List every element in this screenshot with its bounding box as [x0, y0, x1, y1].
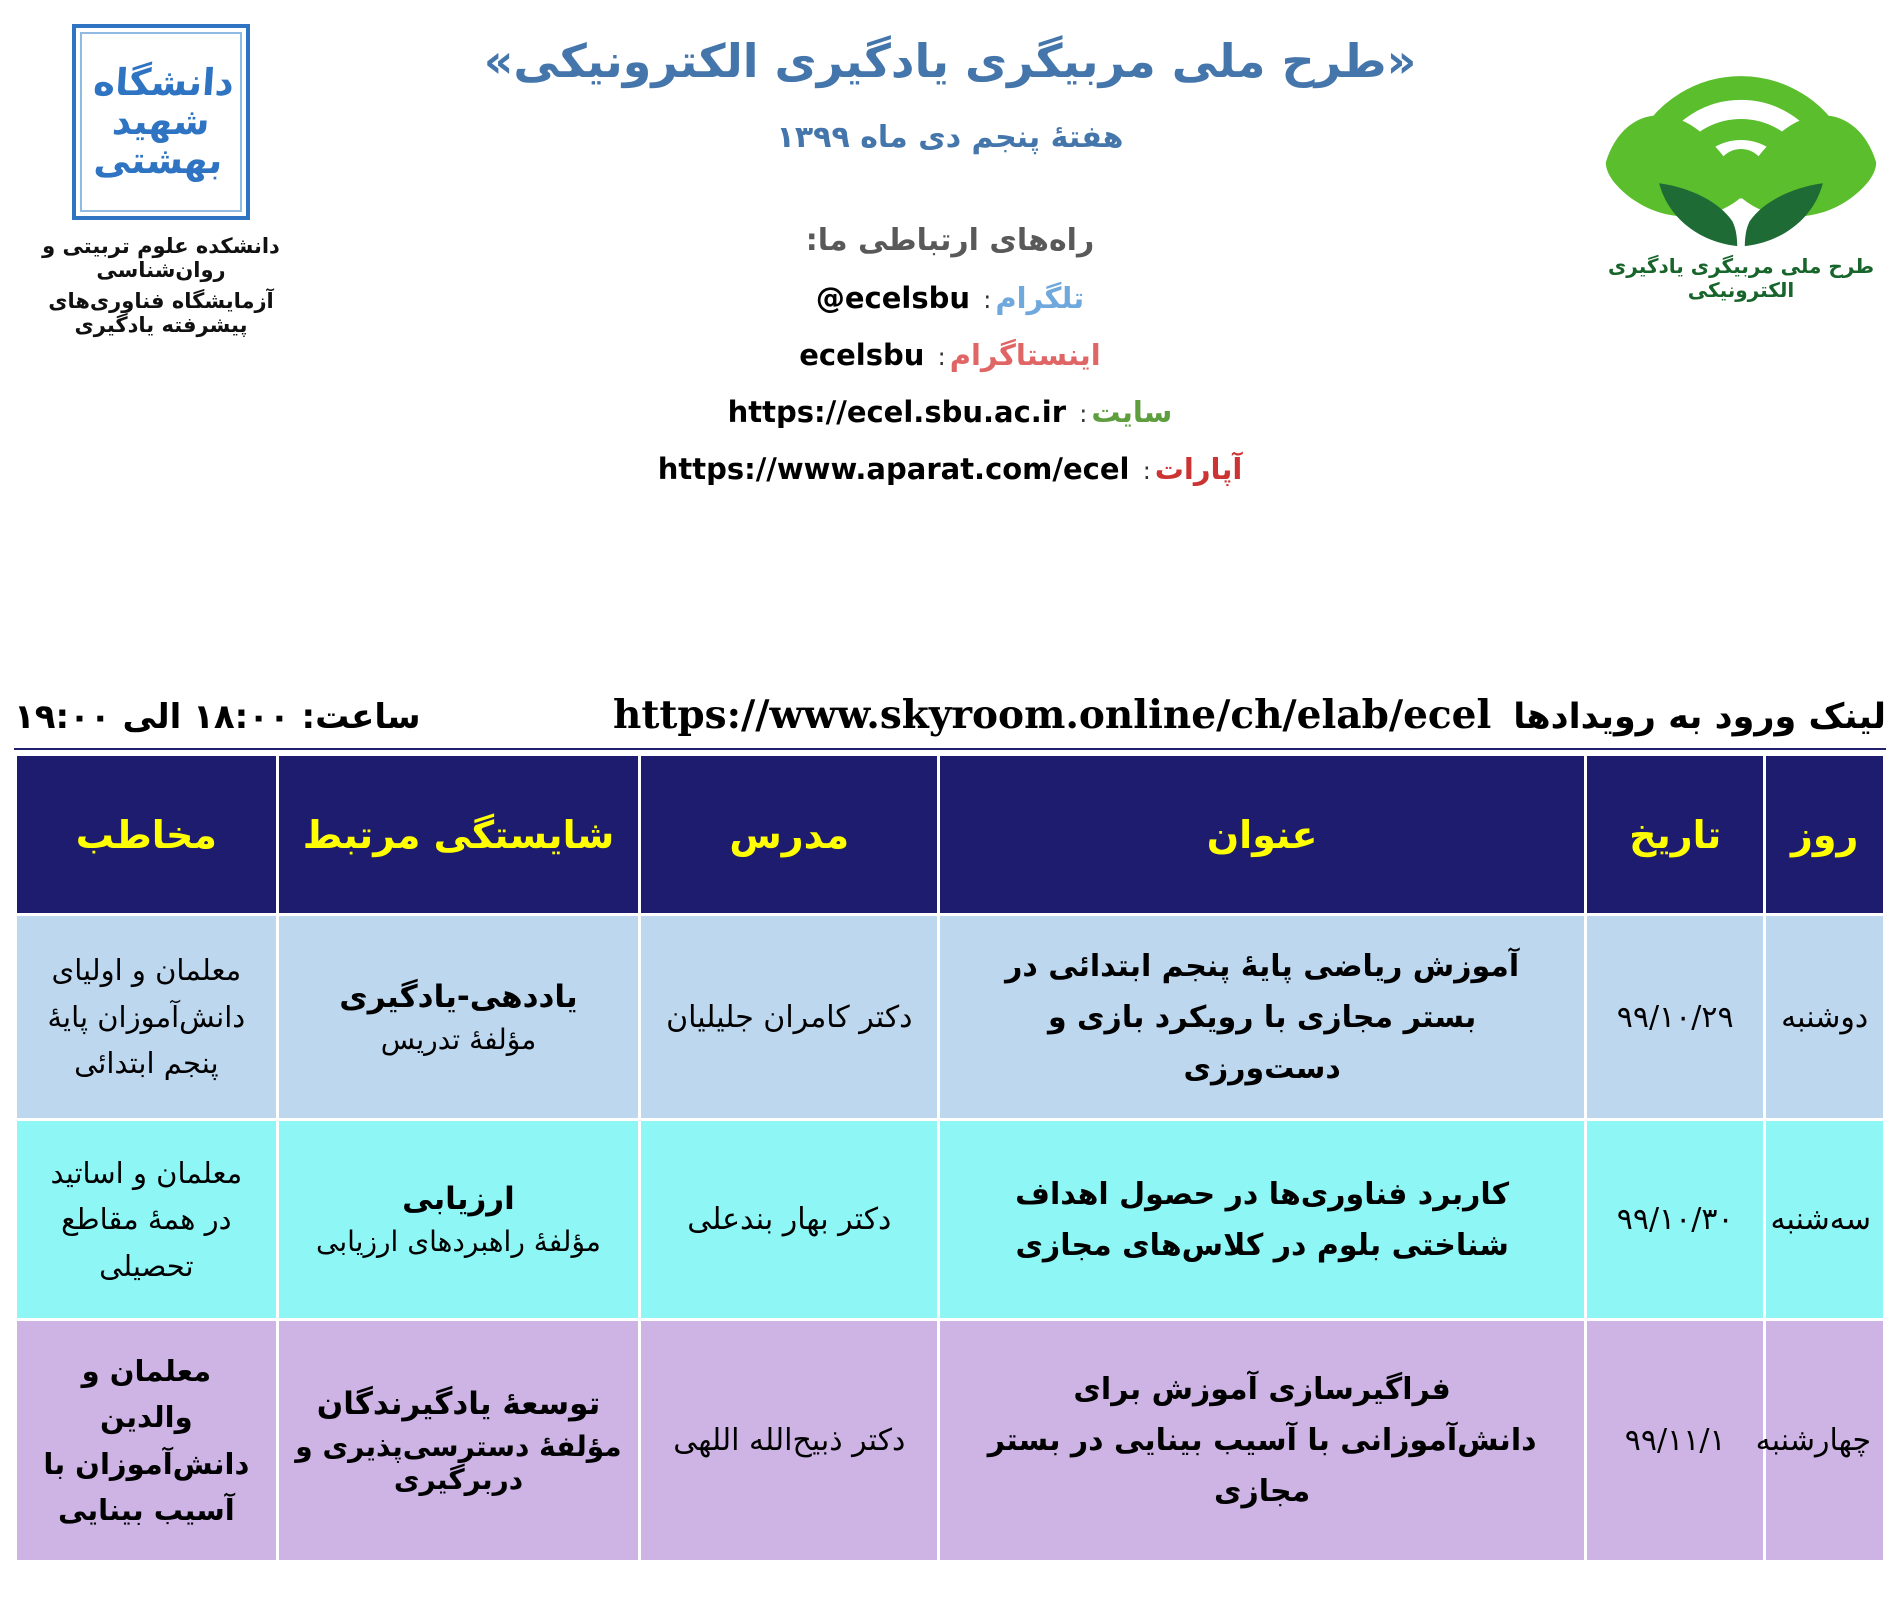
competency-cell — [277, 915, 640, 1120]
colon: : — [1079, 400, 1088, 428]
day-cell: چهارشنبه — [1765, 1320, 1885, 1562]
col-header-instructor: مدرس — [640, 755, 939, 915]
telegram-label: تلگرام — [995, 281, 1085, 315]
competency-sub: مؤلفهٔ راهبردهای ارزیابی — [316, 1225, 601, 1258]
instructor-cell: دکتر ذبیح‌الله اللهی — [640, 1320, 939, 1562]
contact-heading: راه‌های ارتباطی ما: — [805, 223, 1095, 258]
instagram-handle[interactable]: ecelsbu — [799, 338, 925, 372]
header-row — [16, 755, 1885, 915]
col-header-date: تاریخ — [1585, 755, 1764, 915]
audience-cell: معلمان و اساتید در همهٔ مقاطع تحصیلی — [16, 1120, 278, 1320]
aparat-label: آپارات — [1154, 452, 1243, 486]
website-url[interactable]: https://ecel.sbu.ac.ir — [727, 395, 1067, 429]
date-cell: ۹۹/۱۰/۳۰ — [1585, 1120, 1764, 1320]
instructor-cell: دکتر کامران جلیلیان — [640, 915, 939, 1120]
title-cell: آموزش ریاضی پایهٔ پنجم ابتدائی در بستر مجازی با رویکرد بازی و دست‌ورزی — [939, 915, 1586, 1120]
schedule-row-monday — [16, 915, 1885, 1120]
contact-telegram — [330, 281, 1570, 315]
date-cell: ۹۹/۱۰/۲۹ — [1585, 915, 1764, 1120]
competency-main: ارزیابی — [402, 1181, 515, 1217]
day-cell: سه‌شنبه — [1765, 1120, 1885, 1320]
elearning-logo-icon — [1598, 10, 1884, 248]
col-header-audience: مخاطب — [16, 755, 278, 915]
session-time: ساعت: ۱۸:۰۰ الی ۱۹:۰۰ — [14, 697, 421, 737]
schedule-table-wrap — [14, 748, 1886, 1563]
title-cell: فراگیرسازی آموزش برای دانش‌آموزانی با آسیب بینایی در بستر مجازی — [939, 1320, 1586, 1562]
date-cell: ۹۹/۱۱/۱ — [1585, 1320, 1764, 1562]
competency-sub: مؤلفهٔ تدریس — [380, 1022, 537, 1056]
brand-caption: طرح ملی مربیگری یادگیری الکترونیکی — [1607, 254, 1875, 302]
schedule-table — [14, 753, 1886, 1563]
aparat-url[interactable]: https://www.aparat.com/ecel — [657, 452, 1130, 486]
faculty-name: دانشکده علوم تربیتی و روان‌شناسی — [42, 234, 280, 282]
lab-name: آزمایشگاه فناوری‌های پیشرفته یادگیری — [48, 289, 274, 337]
competency-main: توسعهٔ یادگیرندگان — [316, 1385, 601, 1422]
schedule-row-wednesday — [16, 1320, 1885, 1562]
events-link-group — [613, 692, 1886, 738]
poster-subtitle: هفتهٔ پنجم دی ماه ۱۳۹۹ — [776, 120, 1124, 155]
university-block — [6, 24, 316, 337]
audience-cell: معلمان و اولیای دانش‌آموزان پایهٔ پنجم ابتدائی — [16, 915, 278, 1120]
telegram-handle[interactable]: @ecelsbu — [815, 281, 970, 315]
table-top-rule — [14, 748, 1886, 750]
poster-title: «طرح ملی مربیگری یادگیری الکترونیکی» — [483, 34, 1417, 88]
competency-main: یاددهی-یادگیری — [339, 978, 578, 1015]
events-url[interactable]: https://www.skyroom.online/ch/elab/ecel — [612, 692, 1492, 738]
headline-block — [330, 34, 1570, 486]
university-logo — [72, 24, 250, 220]
day-cell: دوشنبه — [1765, 915, 1885, 1120]
colon: : — [937, 343, 946, 371]
competency-cell — [277, 1320, 640, 1562]
col-header-title: عنوان — [939, 755, 1586, 915]
audience-cell: معلمان و والدین دانش‌آموزان با آسیب بینایی — [16, 1320, 278, 1562]
contact-website — [330, 395, 1570, 429]
title-cell: کاربرد فناوری‌ها در حصول اهداف شناختی بلوم در کلاس‌های مجازی — [939, 1120, 1586, 1320]
colon: : — [983, 286, 992, 314]
link-bar — [14, 692, 1886, 738]
contact-instagram — [330, 338, 1570, 372]
website-label: سایت — [1091, 395, 1173, 429]
events-label: لینک ورود به رویدادها — [1513, 697, 1886, 737]
instagram-label: اینستاگرام — [949, 338, 1101, 372]
university-logo-text: دانشگاه شهید بهشتی — [92, 60, 236, 182]
colon: : — [1142, 457, 1151, 485]
col-header-competency: شایستگی مرتبط — [277, 755, 640, 915]
competency-sub: مؤلفهٔ دسترسی‌پذیری و دربرگیری — [295, 1429, 622, 1496]
elearning-brand-block — [1586, 10, 1896, 302]
col-header-day: روز — [1765, 755, 1885, 915]
competency-cell — [277, 1120, 640, 1320]
instructor-cell: دکتر بهار بندعلی — [640, 1120, 939, 1320]
schedule-row-tuesday — [16, 1120, 1885, 1320]
contact-aparat — [330, 452, 1570, 486]
